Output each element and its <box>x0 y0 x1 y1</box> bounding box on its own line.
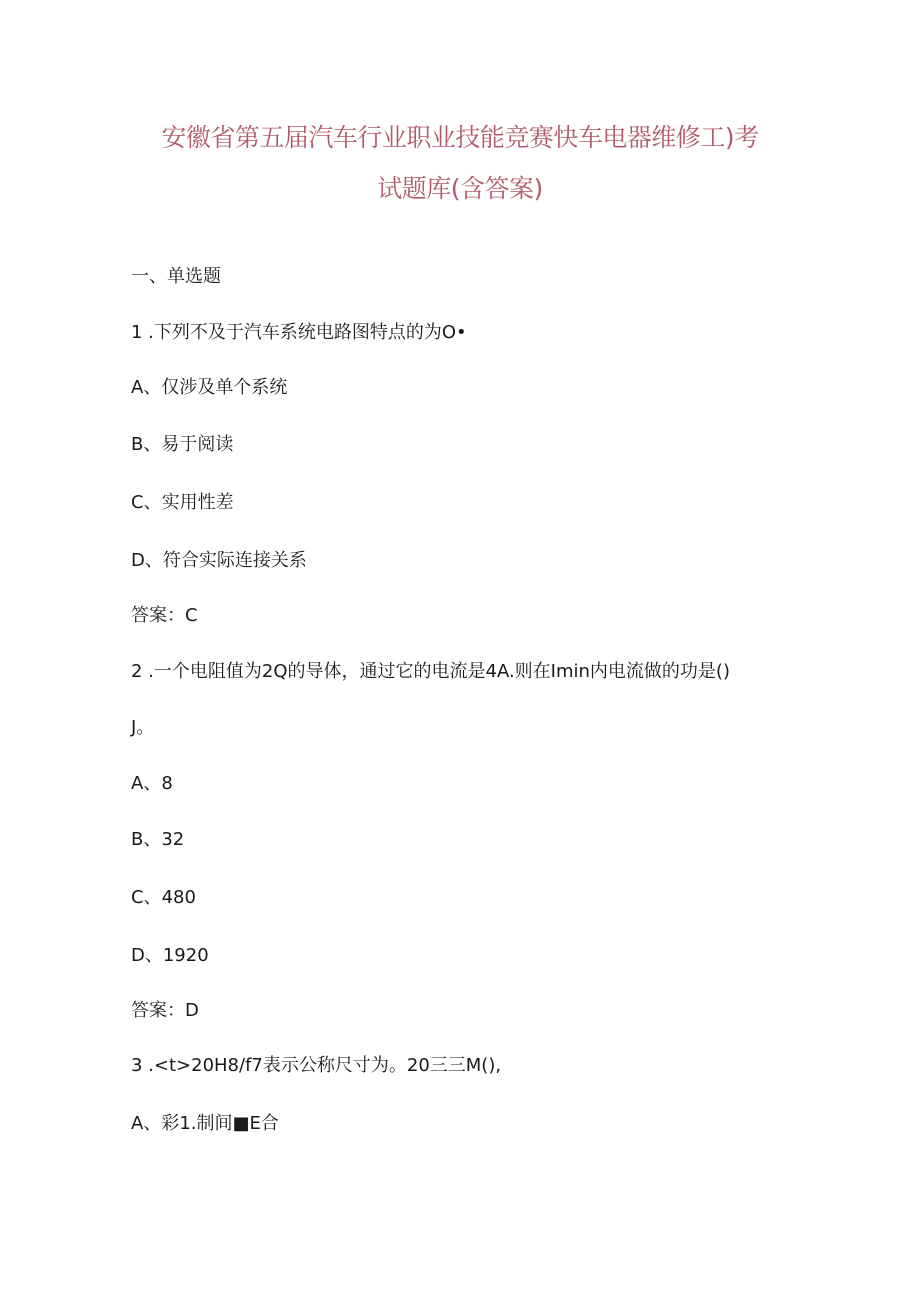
question-1-option-a: A、仅涉及单个系统 <box>131 377 288 398</box>
section-heading: 一、单选题 <box>131 266 221 287</box>
question-1-option-b: B、易于阅读 <box>131 434 234 455</box>
question-1-option-c: C、实用性差 <box>131 492 234 513</box>
question-2-option-c: C、480 <box>131 887 196 908</box>
question-2-answer: 答案：D <box>131 1000 199 1021</box>
question-2-option-d: D、1920 <box>131 945 209 966</box>
question-2-option-b: B、32 <box>131 829 185 850</box>
question-3-stem: 3 .<t>20H8∕f7表示公称尺寸为。20三三M(), <box>131 1055 502 1076</box>
question-3-option-a: A、彩1.制间■E合 <box>131 1113 279 1134</box>
question-2-stem: 2 .一个电阻值为2Q的导体，通过它的电流是4A.则在Imin内电流做的功是() <box>131 661 730 682</box>
question-2-option-a: A、8 <box>131 773 173 794</box>
question-1-stem: 1 .下列不及于汽车系统电路图特点的为O• <box>131 322 467 343</box>
question-1-option-d: D、符合实际连接关系 <box>131 550 307 571</box>
question-2-stem-continued: J。 <box>131 717 155 738</box>
document-title-line-2: 试题库(含答案) <box>377 174 543 203</box>
document-title-line-1: 安徽省第五届汽车行业职业技能竞赛快车电器维修工)考 <box>161 123 759 152</box>
question-1-answer: 答案：C <box>131 605 198 626</box>
